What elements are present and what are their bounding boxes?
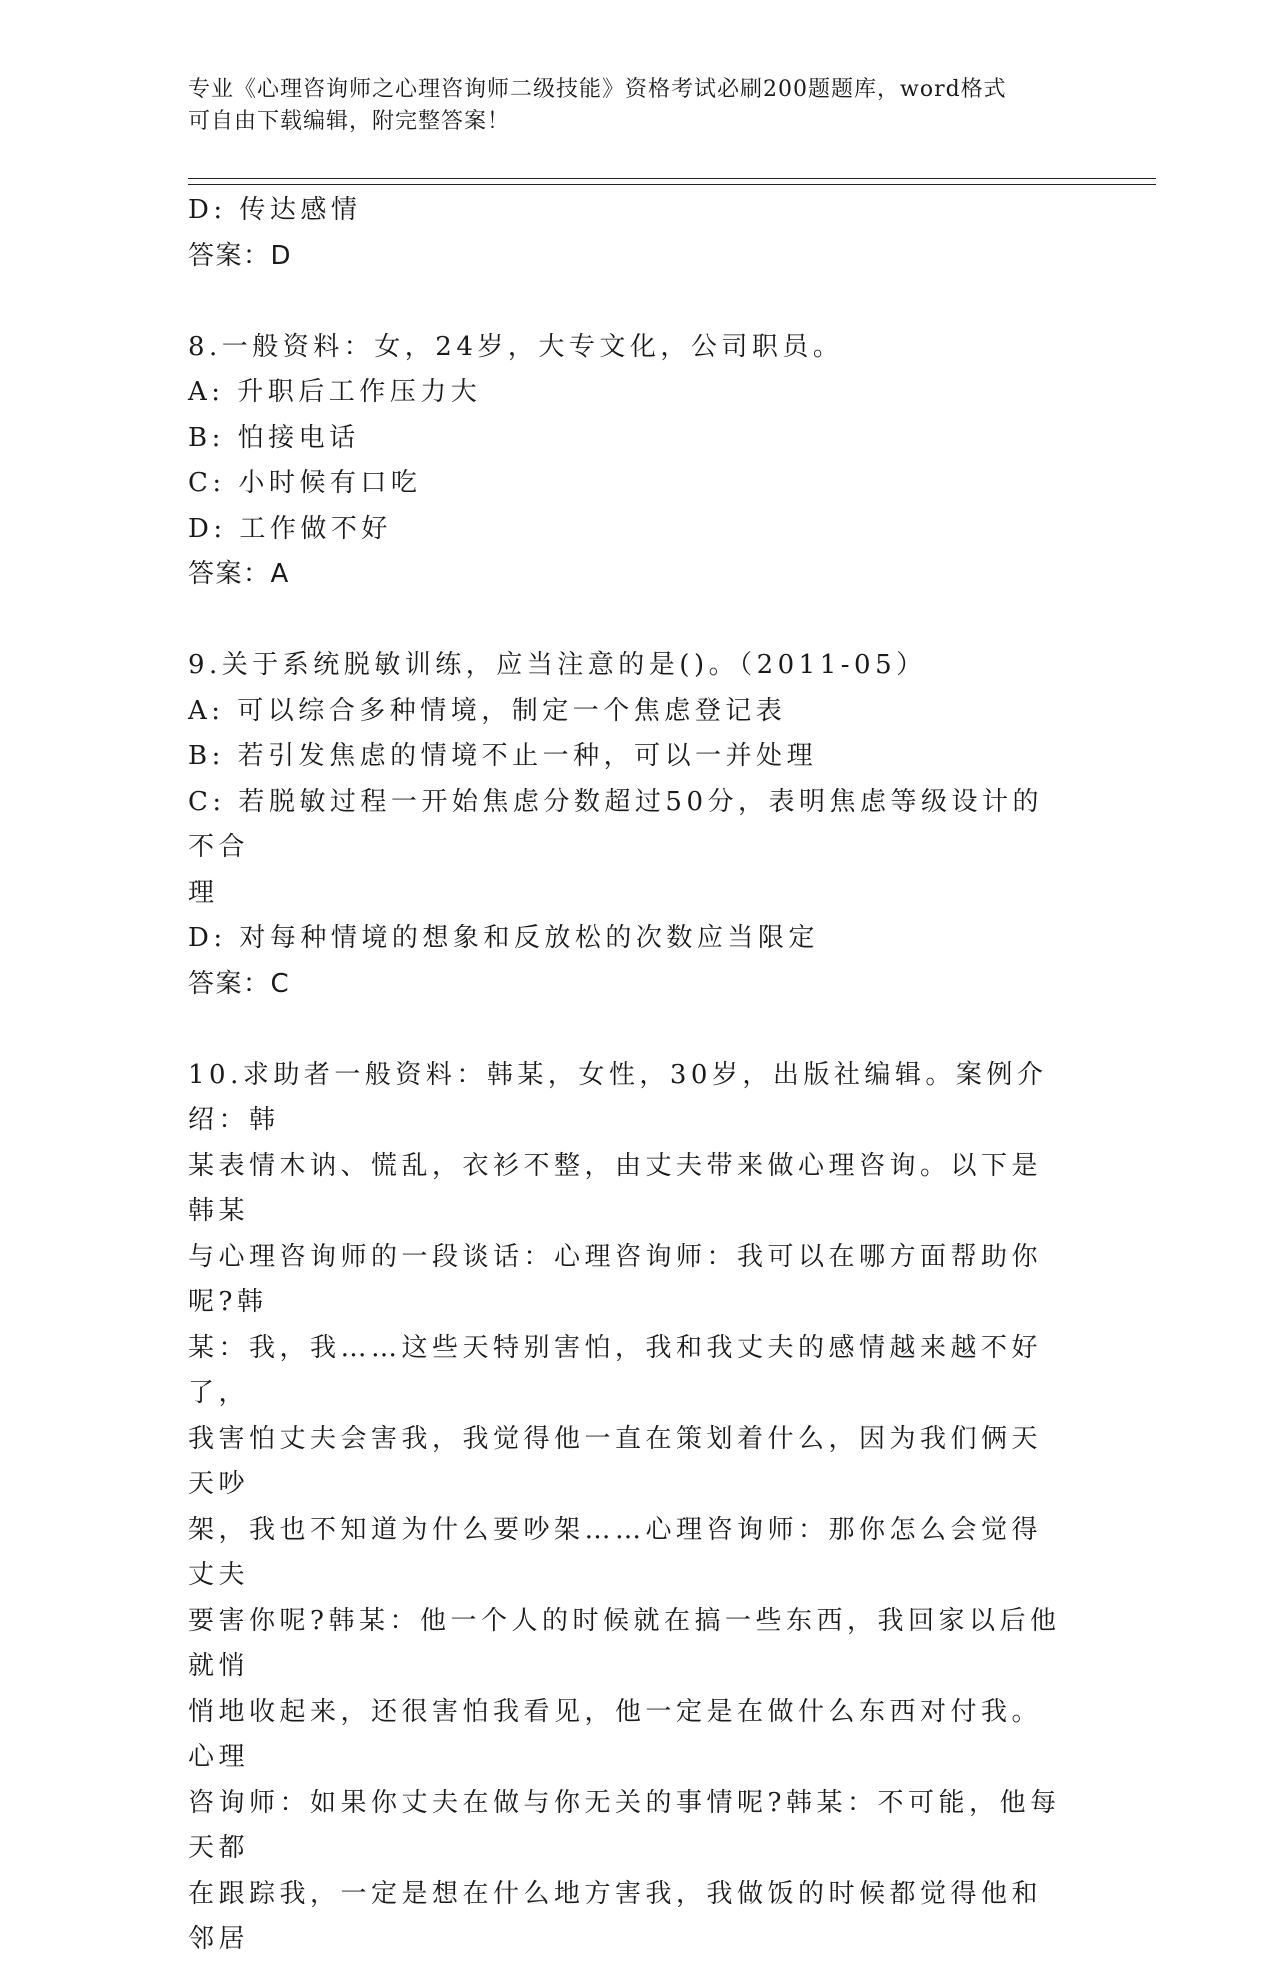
q10-line: 10.求助者一般资料：韩某，女性，30岁，出版社编辑。案例介绍：韩 [188,1059,1048,1135]
q9-option-c-line-2: 理 [188,877,219,908]
q10-line: 要害你呢?韩某：他一个人的时候就在搞一些东西，我回家以后他就悄 [188,1605,1061,1681]
q8-stem: 8.一般资料：女，24岁，大专文化，公司职员。 [188,331,844,362]
question-8 [188,325,1068,598]
q10-line: 我害怕丈夫会害我，我觉得他一直在策划着什么，因为我们俩天天吵 [188,1423,1043,1499]
q10-line: 咨询师：如果你丈夫在做与你无关的事情呢?韩某：不可能，他每天都 [188,1787,1061,1863]
q9-option-d: D: 对每种情境的想象和反放松的次数应当限定 [188,923,819,953]
spacer [188,1007,1068,1053]
q10-line: 在跟踪我，一定是想在什么地方害我，我做饭的时候都觉得他和邻居 [188,1878,1043,1954]
header-line-1: 专业《心理咨询师之心理咨询师二级技能》资格考试必刷200题题库，word格式 [188,77,1007,102]
document-header [188,74,1068,138]
q8-answer: 答案：A [188,559,290,589]
q8-option-c: C: 小时候有口吃 [188,468,422,498]
q8-option-b: B: 怕接电话 [188,422,360,453]
q10-line: 与心理咨询师的一段谈话：心理咨询师：我可以在哪方面帮助你呢?韩 [188,1241,1043,1317]
question-10 [188,1053,1068,1963]
document-body [188,188,1068,1963]
question-7-tail [188,188,1068,279]
q10-line: 某表情木讷、慌乱，衣衫不整，由丈夫带来做心理咨询。以下是韩某 [188,1150,1043,1226]
question-9 [188,643,1068,1007]
q10-line: 架，我也不知道为什么要吵架……心理咨询师：那你怎么会觉得丈夫 [188,1514,1043,1590]
q9-option-a: A: 可以综合多种情境，制定一个焦虑登记表 [188,695,787,726]
q7-answer: 答案：D [188,240,293,271]
q9-stem: 9.关于系统脱敏训练，应当注意的是()。（2011-05） [188,650,927,680]
q9-answer: 答案：C [188,968,291,999]
header-divider-top [188,178,1156,179]
q8-option-a: A: 升职后工作压力大 [188,377,482,407]
header-divider-bottom [188,184,1156,185]
q10-line: 某：我，我……这些天特别害怕，我和我丈夫的感情越来越不好了， [188,1332,1043,1408]
q9-option-c-line-1: C: 若脱敏过程一开始焦虑分数超过50分，表明焦虑等级设计的不合 [188,786,1044,862]
q8-option-d: D: 工作做不好 [188,513,392,544]
q7-option-d: D: 传达感情 [188,195,362,225]
header-line-2: 可自由下载编辑，附完整答案！ [188,109,511,134]
spacer [188,279,1068,325]
q10-line: 悄地收起来，还很害怕我看见，他一定是在做什么东西对付我。心理 [188,1696,1043,1772]
spacer [188,598,1068,644]
q9-option-b: B: 若引发焦虑的情境不止一种，可以一并处理 [188,741,818,771]
